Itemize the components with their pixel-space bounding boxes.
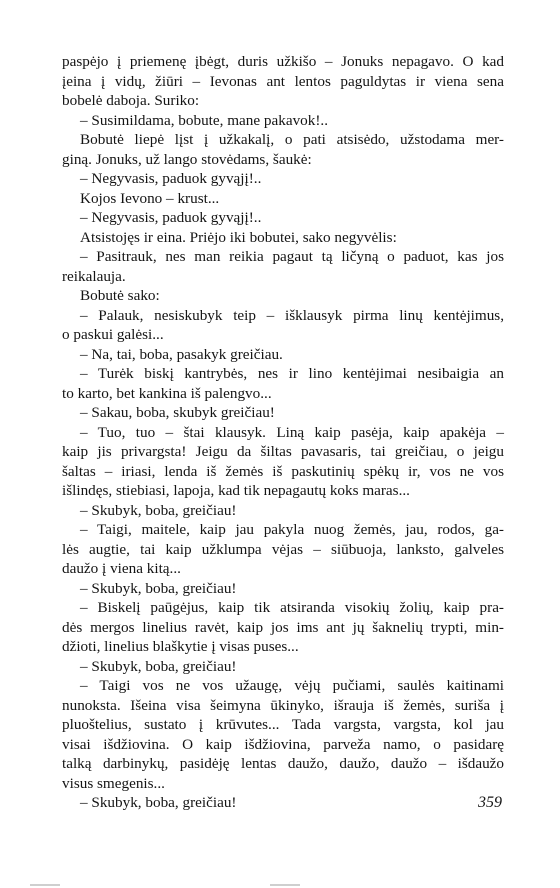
text-line: – Susimildama, bobute, mane pakavok!..	[80, 111, 329, 129]
text-line: dės mergos linelius ravėt, kaip jos ims ant jų šaknelių trypti, min-	[62, 618, 504, 636]
text-line: – Negyvasis, paduok gyvąjį!..	[80, 209, 262, 226]
body-text	[62, 52, 504, 813]
text-line: – Skubyk, boba, greičiau!	[80, 579, 237, 597]
scan-edge-mark	[30, 884, 60, 886]
text-line: – Taigi, maitele, kaip jau pakyla nuog žemės, jau, rodos, ga-	[80, 521, 504, 538]
text-line: bobelė daboja. Suriko:	[62, 92, 200, 109]
text-line: – Palauk, nesiskubyk teip – išklausyk pirma linų kentėjimus,	[80, 306, 504, 324]
text-line: – Negyvasis, paduok gyvąjį!..	[80, 170, 262, 187]
scan-edge-mark	[270, 884, 300, 886]
text-line: šaltas – iriasi, lenda iš žemės iš paskutinių spėkų ir, vos ne vos	[62, 462, 504, 480]
text-line: o paskui galėsi...	[62, 326, 164, 343]
text-line: džioti, linelius blaškytie į visas puses...	[62, 638, 299, 655]
text-line: visai išdžiovina. O kaip išdžiovina, parveža namo, o pasidarę	[62, 735, 504, 753]
text-line: – Turėk biskį kantrybės, nes ir lino kentėjimai nesibaigia an	[80, 365, 504, 382]
text-line: nunoksta. Išeina visa šeimyna ūkinyko, išrauja iš žemės, suriša į	[62, 696, 504, 714]
text-line: – Skubyk, boba, greičiau!	[80, 657, 237, 675]
text-line: talką darbinykų, pasidėję lentas daužo, daužo, daužo – išdaužo	[62, 755, 504, 772]
text-line: – Taigi vos ne vos užaugę, vėjų pučiami, saulės kaitinami	[80, 677, 504, 694]
text-line: – Tuo, tuo – štai klausyk. Liną kaip pasėja, kaip apakėja –	[80, 423, 504, 441]
text-line: lės augtie, tai kaip užklumpa vėjas – siūbuoja, lanksto, galveles	[62, 540, 504, 558]
text-line: kaip jis privargsta! Jeigu da šiltas pavasaris, tai greičiau, o jeigu	[62, 443, 504, 460]
text-line: išlindęs, stiebiasi, lapoja, kad tik nepagautų koks maras...	[62, 482, 410, 499]
text-line: giną. Jonuks, už lango stovėdams, šaukė:	[62, 150, 312, 168]
text-line: – Na, tai, boba, pasakyk greičiau.	[80, 345, 283, 363]
text-line: daužo į viena kitą...	[62, 560, 181, 577]
text-line: visus smegenis...	[62, 774, 165, 792]
text-line: įeina į vidų, žiūri – Ievonas ant lentos paguldytas ir viena sena	[62, 72, 504, 90]
text-line: – Biskelį paūgėjus, kaip tik atsiranda visokių žolių, kaip pra-	[80, 599, 504, 616]
text-line: – Pasitrauk, nes man reikia pagaut tą ličyną o paduot, kas jos	[80, 248, 504, 265]
text-line: to karto, bet kankina iš palengvo...	[62, 384, 272, 402]
text-line: pluoštelius, sustato į krūvutes... Tada vargsta, vargsta, kol jau	[62, 716, 504, 733]
text-line: Atsistojęs ir eina. Priėjo iki bobutei, sako negyvėlis:	[80, 228, 397, 246]
page-number: 359	[478, 794, 502, 811]
text-line: – Skubyk, boba, greičiau!	[80, 501, 237, 519]
text-line: Bobutė sako:	[80, 287, 160, 304]
text-line: Kojos Ievono – krust...	[80, 189, 220, 207]
text-line: reikalauja.	[62, 267, 126, 285]
text-line: – Sakau, boba, skubyk greičiau!	[80, 404, 275, 421]
text-line: paspėjo į priemenę įbėgt, duris užkišo – Jonuks nepagavo. O kad	[62, 53, 504, 70]
text-line: – Skubyk, boba, greičiau!	[80, 794, 237, 811]
text-line: Bobutė liepė lįst į užkakalį, o pati atsisėdo, užstodama mer-	[80, 131, 504, 148]
